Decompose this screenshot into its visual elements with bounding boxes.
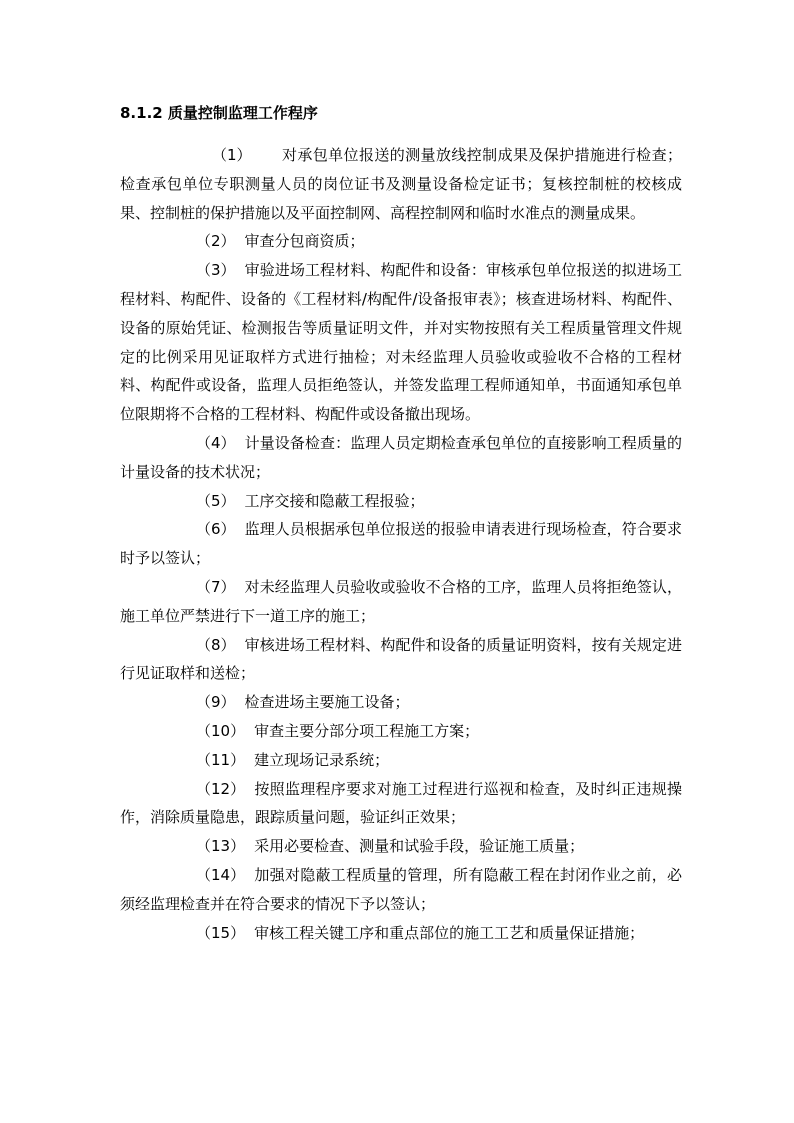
item-text: 对承包单位报送的测量放线控制成果及保护措施进行检查；检查承包单位专职测量人员的岗位证书及测量设备检定证书；复核控制桩的校核成果、控制桩的保护措施以及平面控制网、高程控制网和临时水准点的测量成果。 xyxy=(120,146,682,222)
list-item xyxy=(120,429,682,487)
item-number: （9） xyxy=(196,693,236,712)
list-item xyxy=(120,861,682,919)
item-text: 审核工程关键工序和重点部位的施工工艺和质量保证措施； xyxy=(254,923,645,942)
item-text: 按照监理程序要求对施工过程进行巡视和检查，及时纠正违规操作，消除质量隐患，跟踪质量问题，验证纠正效果； xyxy=(120,779,682,827)
item-number: （13） xyxy=(196,837,246,856)
item-number: （5） xyxy=(196,491,236,510)
list-item xyxy=(120,487,682,516)
procedure-list xyxy=(120,141,682,947)
list-item xyxy=(120,775,682,833)
item-number: （11） xyxy=(196,750,246,769)
list-item xyxy=(120,573,682,631)
item-text: 采用必要检查、测量和试验手段，验证施工质量； xyxy=(254,837,585,856)
list-item xyxy=(120,141,682,227)
item-text: 监理人员根据承包单位报送的报验申请表进行现场检查，符合要求时予以签认； xyxy=(120,520,682,568)
list-item xyxy=(120,256,682,429)
list-item xyxy=(120,631,682,689)
item-text: 工序交接和隐蔽工程报验； xyxy=(244,491,425,510)
item-text: 建立现场记录系统； xyxy=(254,750,390,769)
item-number: （6） xyxy=(196,520,236,539)
item-text: 计量设备检查：监理人员定期检查承包单位的直接影响工程质量的计量设备的技术状况； xyxy=(120,433,682,481)
list-item xyxy=(120,688,682,717)
item-number: （8） xyxy=(196,635,236,654)
list-item xyxy=(120,717,682,746)
item-number: （7） xyxy=(196,577,236,596)
item-text: 加强对隐蔽工程质量的管理，所有隐蔽工程在封闭作业之前，必须经监理检查并在符合要求的情况下予以签认； xyxy=(120,865,682,913)
item-number: （3） xyxy=(196,261,236,280)
item-text: 审查主要分部分项工程施工方案； xyxy=(254,721,480,740)
section-heading: 8.1.2 质量控制监理工作程序 xyxy=(120,104,318,122)
item-text: 审查分包商资质； xyxy=(244,232,365,251)
list-item xyxy=(120,832,682,861)
list-item xyxy=(120,919,682,948)
item-number: （14） xyxy=(196,865,246,884)
list-item xyxy=(120,227,682,256)
item-text: 检查进场主要施工设备； xyxy=(244,693,410,712)
list-item xyxy=(120,746,682,775)
list-item xyxy=(120,515,682,573)
item-number: （1） xyxy=(212,146,252,164)
item-number: （15） xyxy=(196,923,246,942)
item-number: （4） xyxy=(196,433,236,452)
item-text: 审验进场工程材料、构配件和设备：审核承包单位报送的拟进场工程材料、构配件、设备的《工程材料/构配件/设备报审表》；核查进场材料、构配件、设备的原始凭证、检测报告等质量证明文件，并对实物按照有关工程质量管理文件规定的比例采用见证取样方式进行抽检；对未经监理人员验收或验收不合格的工程材料、构配件或设备，监理人员拒绝签认，并签发监理工程师通知单，书面通知承包单位限期将不合格的工程材料、构配件或设备撤出现场。 xyxy=(120,261,682,424)
item-number: （12） xyxy=(196,779,246,798)
item-text: 审核进场工程材料、构配件和设备的质量证明资料，按有关规定进行见证取样和送检； xyxy=(120,635,682,683)
item-number: （2） xyxy=(196,232,236,251)
item-number: （10） xyxy=(196,721,246,740)
item-text: 对未经监理人员验收或验收不合格的工序，监理人员将拒绝签认，施工单位严禁进行下一道工序的施工； xyxy=(120,577,682,625)
